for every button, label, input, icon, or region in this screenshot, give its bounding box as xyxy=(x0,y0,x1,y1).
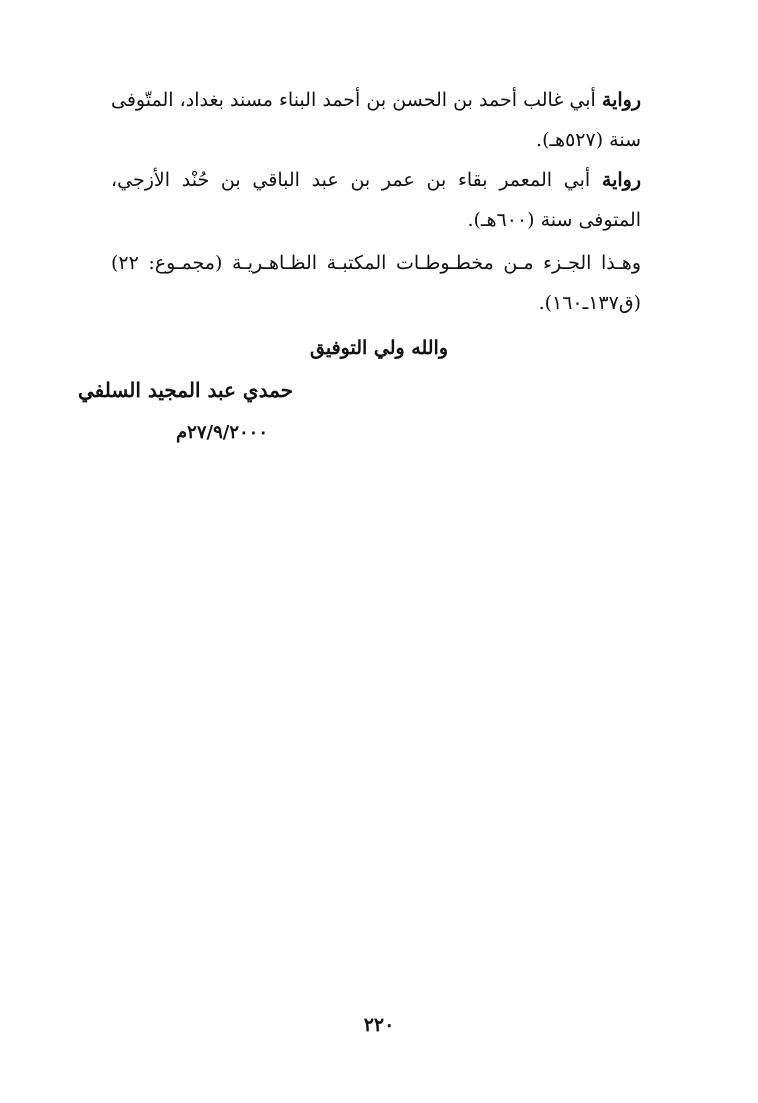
narration-lead-2: رواية xyxy=(601,169,641,191)
narration-text-2: أبي المعمر بقاء بن عمر بن عبد الباقي بن حُنْد الأزجي، المتوفى سنة (٦٠٠هـ). xyxy=(111,169,641,231)
signature-date: ٢٧/٩/٢٠٠٠م xyxy=(176,422,268,443)
narration-text-1: أبي غالب أحمد بن الحسن بن أحمد البناء مسند بغداد، المتّوفى سنة (٥٢٧هـ). xyxy=(111,89,641,151)
closing-phrase: والله ولي التوفيق xyxy=(309,337,449,359)
narration-paragraph-2 xyxy=(111,160,641,240)
manuscript-source-paragraph xyxy=(111,243,641,323)
page-number: ٢٢٠ xyxy=(363,1014,395,1036)
narration-paragraph-1 xyxy=(111,80,641,160)
narration-lead-1: رواية xyxy=(601,89,641,111)
author-signature: حمدي عبد المجيد السلفي xyxy=(78,378,293,402)
manuscript-source-text: وهـذا الجـزء مـن مخطـوطـات المكتبـة الظـاهـريـة (مجمـوع: ٢٢) (ق١٣٧ـ١٦٠). xyxy=(111,252,641,314)
